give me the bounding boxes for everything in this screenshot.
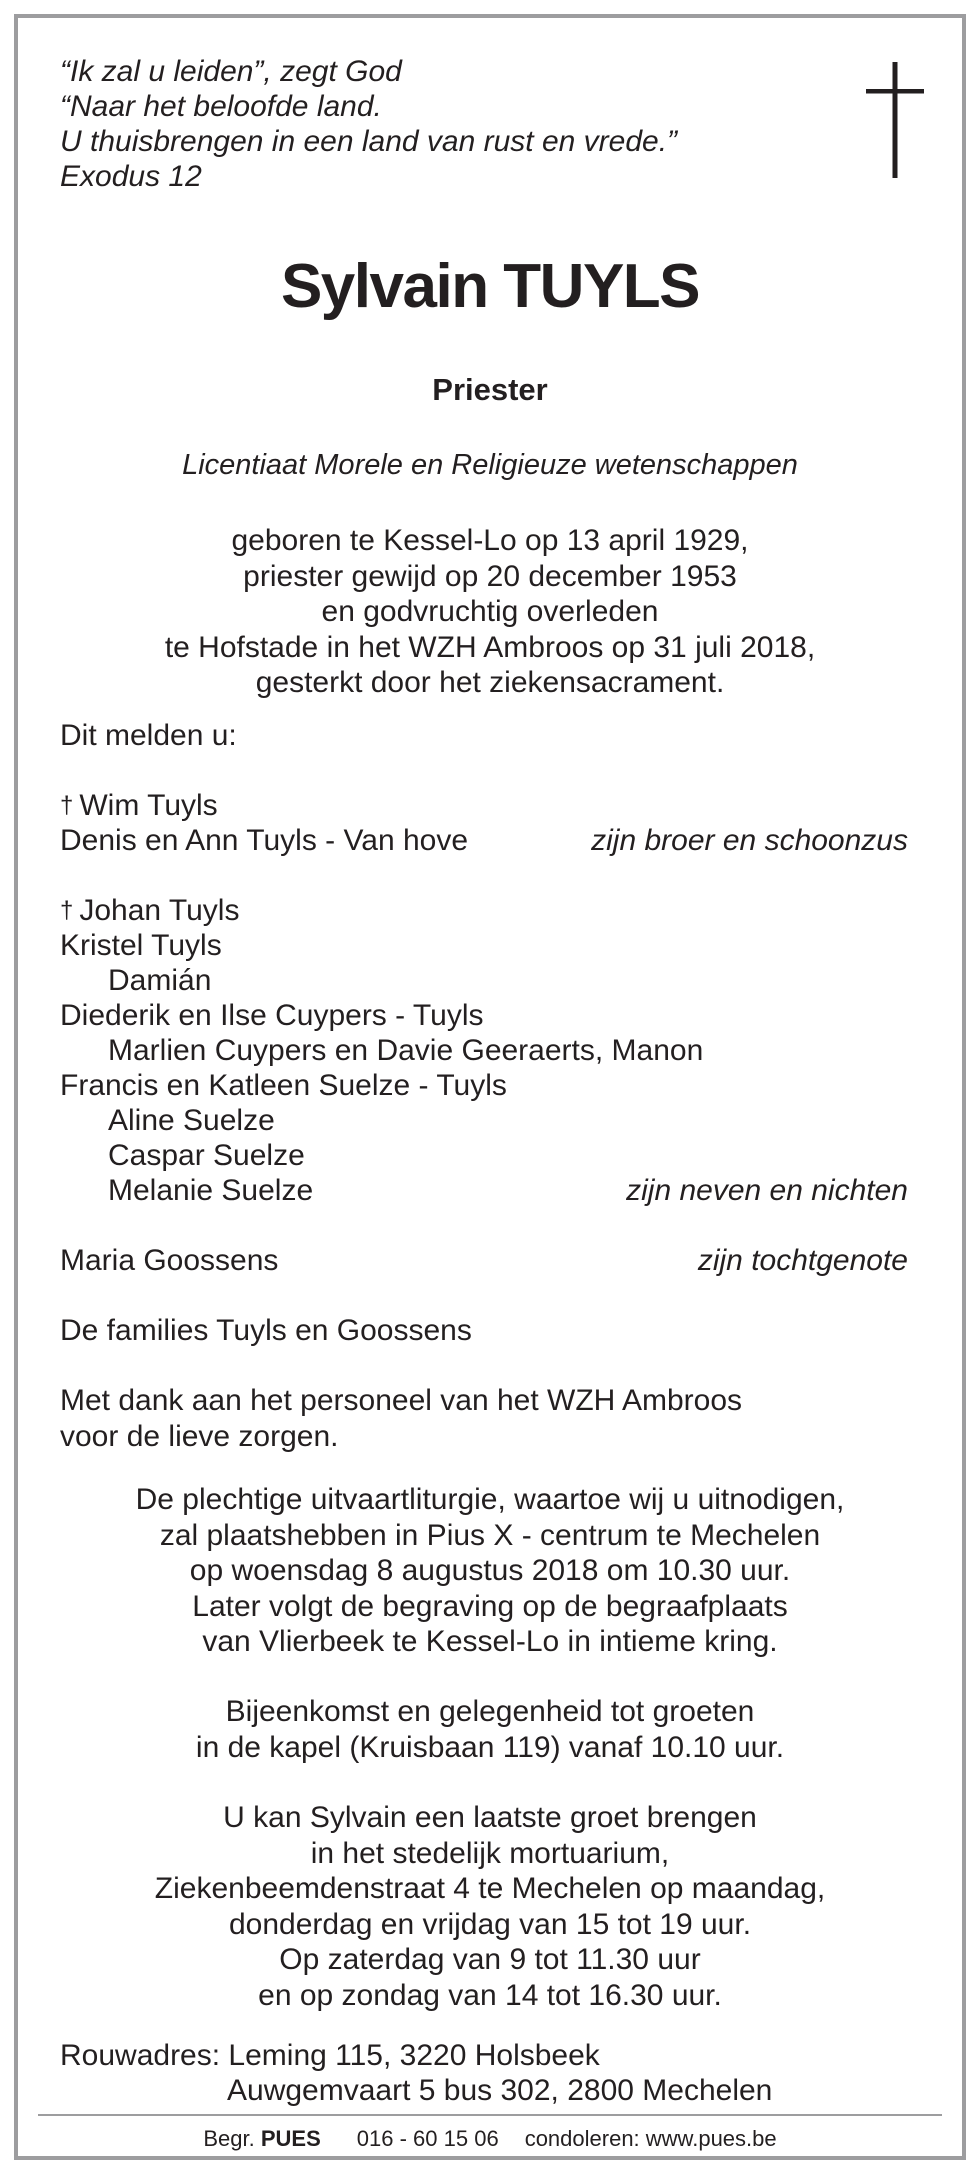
family-relation: zijn neven en nichten [626,1174,908,1207]
deceased-title: Priester [432,372,548,407]
family-member: Caspar Suelze [108,1139,305,1172]
quote-line: “Ik zal u leiden”, zegt God [60,55,402,88]
meeting-paragraph [18,1694,962,1765]
family-line [60,1243,908,1278]
bio-line: geboren te Kessel-Lo op 13 april 1929, [231,524,749,557]
family-member: Denis en Ann Tuyls - Van hove [60,824,469,857]
family-member: Aline Suelze [108,1104,275,1137]
visit-line: en op zondag van 14 tot 16.30 uur. [258,1978,722,2012]
funeral-company: PUES [260,2126,321,2151]
visit-line: in het stedelijk mortuarium, [310,1836,670,1870]
obituary-frame [14,14,966,2160]
companion-relation: zijn tochtgenote [697,1244,908,1277]
thanks-line: Met dank aan het personeel van het WZH Ambroos [60,1384,743,1417]
meeting-line: Bijeenkomst en gelegenheid tot groeten [225,1695,755,1728]
address-line [60,2038,772,2073]
deceased-name: Sylvain TUYLS [280,252,700,321]
thanks-line: voor de lieve zorgen. [60,1419,339,1453]
visit-line: Ziekenbeemdenstraat 4 te Mechelen op maandag, [154,1872,826,1905]
meeting-line: in de kapel (Kruisbaan 119) vanaf 10.10 uur. [195,1730,785,1764]
family-member: Damián [108,964,212,997]
bible-quote [60,54,677,194]
address-first: Leming 115, 3220 Holsbeek [228,2039,600,2072]
quote-line: U thuisbrengen in een land van rust en vrede.” [60,125,678,158]
address-second: Auwgemvaart 5 bus 302, 2800 Mechelen [227,2074,773,2107]
family-member: Melanie Suelze [108,1174,314,1207]
address-label: Rouwadres: [60,2039,221,2072]
funeral-line: zal plaatshebben in Pius X - centrum te Mechelen [159,1518,821,1552]
footer-prefix: Begr. [203,2126,255,2151]
funeral-line: Later volgt de begraving op de begraafplaats [192,1589,788,1623]
family-member-deceased: Wim Tuyls [79,789,218,822]
family-line [60,893,908,928]
visit-line: U kan Sylvain een laatste groet brengen [223,1801,757,1834]
family-line [108,1173,908,1208]
visit-line: Op zaterdag van 9 tot 11.30 uur [279,1943,701,1976]
dagger-icon: † [60,897,74,924]
funeral-line: De plechtige uitvaartliturgie, waartoe wij u uitnodigen, [135,1483,845,1516]
family-line [60,788,908,823]
family-member: Francis en Katleen Suelze - Tuyls [60,1069,507,1102]
families-line: De families Tuyls en Goossens [60,1314,472,1347]
bio-line: en godvruchtig overleden [321,595,659,628]
biography [18,523,962,701]
footer [18,2124,962,2154]
funeral-line: van Vlierbeek te Kessel-Lo in intieme kring. [202,1625,778,1658]
dagger-icon: † [60,792,74,819]
family-member-deceased: Johan Tuyls [79,894,240,927]
bio-line: te Hofstade in het WZH Ambroos op 31 juli 2018, [164,630,816,664]
deceased-degree: Licentiaat Morele en Religieuze wetenschappen [182,449,798,481]
family-member: Kristel Tuyls [60,929,222,962]
companion-name: Maria Goossens [60,1244,279,1277]
funeral-paragraph [18,1482,962,1660]
family-member: Marlien Cuypers en Davie Geeraerts, Manon [108,1034,704,1067]
quote-line: “Naar het beloofde land. [60,90,382,123]
bio-line: priester gewijd op 20 december 1953 [243,559,737,593]
mourning-address [60,2038,772,2108]
funeral-line: op woensdag 8 augustus 2018 om 10.30 uur. [189,1554,791,1587]
announcement: Dit melden u: [60,719,237,752]
family-member: Diederik en Ilse Cuypers - Tuyls [60,999,484,1032]
family-relation: zijn broer en schoonzus [591,824,908,857]
latin-cross-icon [866,62,924,178]
visit-paragraph [18,1800,962,2013]
visit-line: donderdag en vrijdag van 15 tot 19 uur. [228,1907,752,1941]
footer-divider [38,2114,942,2116]
family-line [60,823,908,858]
thanks-paragraph [60,1383,742,1454]
bio-line: gesterkt door het ziekensacrament. [255,666,725,699]
quote-reference: Exodus 12 [60,160,202,193]
footer-phone: 016 - 60 15 06 [356,2126,499,2151]
footer-condolence-link[interactable]: condoleren: www.pues.be [524,2126,777,2151]
